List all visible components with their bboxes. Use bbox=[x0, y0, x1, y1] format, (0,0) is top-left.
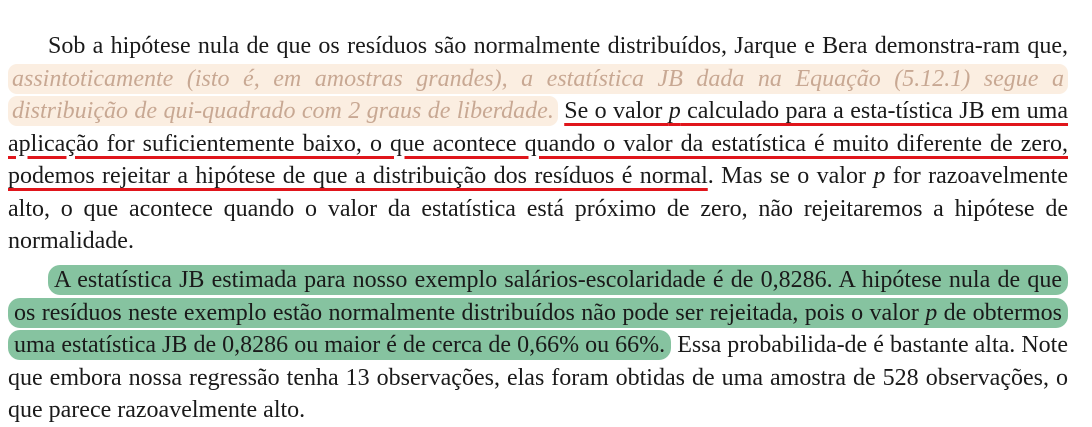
paragraph-jarque-bera-test bbox=[8, 30, 1068, 258]
p-symbol: p bbox=[925, 299, 938, 326]
highlighted-text-start: A estatística JB estimada para nosso exemplo salários-escolaridade é de 0,8286. A hipótese nula de que os resíduos neste exemplo estão normalmente distribuídos não pode ser rejeitada, pois o valor bbox=[14, 267, 1062, 326]
peach-highlight: assintoticamente (isto é, em amostras grandes), a estatística JB dada na Equação (5.12.1) segue a distribuição de qui-quadrado com 2 graus de liberdade. bbox=[8, 64, 1068, 127]
underlined-text-start: Se o valor bbox=[564, 98, 669, 124]
after-text-end: for razoavelmente alto, o que acontece quando o valor da estatística está próximo de zero, não rejeitaremos a hipótese de normalidade. bbox=[8, 163, 1068, 254]
after-text-start: . Mas se o valor bbox=[707, 163, 874, 189]
rest-text: Essa probabilida-de é bastante alta. Note que embora nossa regressão tenha 13 observações, elas foram obtidas de uma amostra de 528 observações, o que parece razoavelmente alto. bbox=[8, 332, 1069, 423]
p-symbol: p bbox=[873, 163, 886, 189]
p-symbol: p bbox=[668, 98, 681, 124]
highlighted-text-end: de obtermos uma estatística JB de 0,8286 ou maior é de cerca de 0,66% ou 66%. bbox=[14, 299, 1062, 358]
intro-text: Sob a hipótese nula de que os resíduos são normalmente distribuídos, Jarque e Bera demonstra-ram que, bbox=[48, 33, 1068, 59]
underlined-text-end: calculado para a esta-tística JB em uma aplicação for suficientemente baixo, o que acontece quando o valor da estatística é muito diferente de zero, podemos rejeitar a hipótese de que a distribuição dos resíduos é normal bbox=[8, 98, 1069, 189]
paragraph-jb-example bbox=[8, 264, 1068, 427]
